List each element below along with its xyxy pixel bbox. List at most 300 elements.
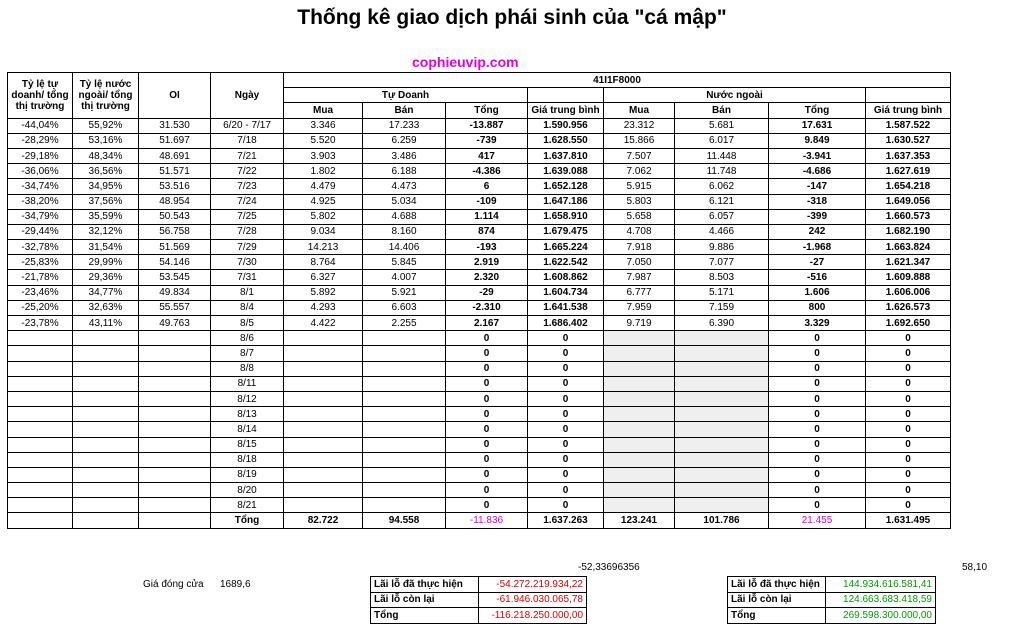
pnl-value: 144.934.616.581,41: [826, 577, 936, 593]
self-sell-cell: 6.603: [363, 300, 446, 315]
foreign-avg-price-cell: 1.682.190: [866, 224, 951, 239]
foreign-avg-price-cell: 0: [866, 391, 951, 406]
foreign-sell-cell: 6.121: [675, 194, 769, 209]
foreign-total-cell: -4.686: [769, 164, 866, 179]
table-row: [8, 209, 951, 224]
empty-cell: [73, 452, 139, 467]
oi-cell: 31.530: [139, 118, 211, 133]
empty-cell: [284, 483, 363, 498]
self-avg-price-cell: 1.665.224: [528, 240, 604, 255]
date-cell: 8/4: [211, 300, 284, 315]
empty-cell: [363, 422, 446, 437]
self-total-cell: 0: [446, 361, 528, 376]
foreign-total-cell: -3.941: [769, 148, 866, 163]
oi-cell: 56.758: [139, 224, 211, 239]
self-total-cell: -109: [446, 194, 528, 209]
foreign-ratio-cell: 48,34%: [73, 148, 139, 163]
empty-cell: [675, 452, 769, 467]
site-watermark[interactable]: cophieuvip.com: [412, 54, 519, 70]
foreign-buy-cell: 5.803: [604, 194, 675, 209]
self-buy-cell: 4.293: [284, 300, 363, 315]
empty-cell: [284, 422, 363, 437]
self-avg-price-cell: 1.652.128: [528, 179, 604, 194]
foreign-avg-price-cell: 0: [866, 498, 951, 513]
empty-cell: [284, 361, 363, 376]
oi-cell: 48.691: [139, 148, 211, 163]
oi-cell: 53.516: [139, 179, 211, 194]
table-row: [8, 452, 951, 467]
self-avg-price-cell: 1.604.734: [528, 285, 604, 300]
self-trading-ratio-cell: -25,83%: [8, 255, 73, 270]
pnl-row: [371, 592, 587, 608]
self-buy-cell: 9.034: [284, 224, 363, 239]
table-row: [8, 118, 951, 133]
table-row: [8, 316, 951, 331]
empty-cell: [73, 391, 139, 406]
empty-cell: [139, 391, 211, 406]
header-blank: [528, 88, 604, 103]
table-row: [8, 498, 951, 513]
foreign-ratio-cell: 43,11%: [73, 316, 139, 331]
pnl-row: [371, 608, 587, 624]
empty-cell: [363, 331, 446, 346]
pnl-value: 269.598.300.000,00: [826, 608, 936, 624]
header-date: Ngày: [211, 73, 284, 119]
header-self-trading-ratio: Tỷ lệ tự doanh/ tổng thị trường: [8, 73, 73, 119]
self-sell-cell: 4.007: [363, 270, 446, 285]
self-trading-ratio-cell: -23,46%: [8, 285, 73, 300]
foreign-total-cell: 1.606: [769, 285, 866, 300]
pnl-value: -54.272.219.934,22: [479, 577, 587, 593]
empty-cell: [363, 361, 446, 376]
header-total: Tổng: [446, 103, 528, 118]
pnl-row: [728, 608, 936, 624]
self-buy-cell: 4.479: [284, 179, 363, 194]
self-total-cell: 0: [446, 452, 528, 467]
total-label: Tổng: [211, 513, 284, 528]
foreign-pnl-table: [727, 576, 936, 624]
self-sell-cell: 8.160: [363, 224, 446, 239]
oi-cell: 51.697: [139, 133, 211, 148]
foreign-sell-cell: 11.448: [675, 148, 769, 163]
self-trading-ratio-cell: -21,78%: [8, 270, 73, 285]
foreign-sell-cell: 5.681: [675, 118, 769, 133]
foreign-sell-cell: 8.503: [675, 270, 769, 285]
self-avg-price-cell: 0: [528, 361, 604, 376]
empty-cell: [604, 376, 675, 391]
empty-cell: [675, 407, 769, 422]
table-row: [8, 483, 951, 498]
empty-cell: [363, 483, 446, 498]
self-trading-ratio-cell: -44,04%: [8, 118, 73, 133]
oi-cell: 51.569: [139, 240, 211, 255]
foreign-avg-price-cell: 1.627.619: [866, 164, 951, 179]
table-row: [8, 300, 951, 315]
empty-cell: [363, 498, 446, 513]
self-total-cell: -2.310: [446, 300, 528, 315]
empty-cell: [284, 346, 363, 361]
self-avg-price-cell: 1.637.810: [528, 148, 604, 163]
date-cell: 8/11: [211, 376, 284, 391]
table-row: [8, 467, 951, 482]
foreign-avg-price-cell: 1.587.522: [866, 118, 951, 133]
self-total-cell: 0: [446, 391, 528, 406]
self-trading-ratio-cell: -36,06%: [8, 164, 73, 179]
self-avg-price-cell: 1.641.538: [528, 300, 604, 315]
oi-cell: 51.571: [139, 164, 211, 179]
header-foreign: Nước ngoài: [604, 88, 866, 103]
foreign-avg-price-cell: 1.649.056: [866, 194, 951, 209]
header-sell: Bán: [675, 103, 769, 118]
empty-cell: [604, 467, 675, 482]
self-avg-price-cell: 0: [528, 467, 604, 482]
header-blank: [866, 88, 951, 103]
foreign-total-cell: 0: [769, 391, 866, 406]
self-avg-price-cell: 0: [528, 483, 604, 498]
foreign-total-cell: 0: [769, 452, 866, 467]
empty-cell: [284, 498, 363, 513]
self-trading-ratio-cell: -38,20%: [8, 194, 73, 209]
self-avg-price-cell: 1.679.475: [528, 224, 604, 239]
pnl-value: 124.663.683.418,59: [826, 592, 936, 608]
date-cell: 7/22: [211, 164, 284, 179]
foreign-sell-cell: 6.057: [675, 209, 769, 224]
empty-cell: [139, 346, 211, 361]
table-row: [8, 346, 951, 361]
foreign-avg-price-cell: 1.692.650: [866, 316, 951, 331]
foreign-avg-price-cell: 1.621.347: [866, 255, 951, 270]
empty-cell: [139, 376, 211, 391]
self-total-cell: 2.919: [446, 255, 528, 270]
self-trading-pnl-table: [370, 576, 587, 624]
self-total-cell: 0: [446, 498, 528, 513]
pnl-label: Lãi lỗ còn lại: [371, 592, 479, 608]
table-row: [8, 422, 951, 437]
oi-cell: 55.557: [139, 300, 211, 315]
header-foreign-ratio: Tỷ lệ nước ngoài/ tổng thị trường: [73, 73, 139, 119]
empty-cell: [675, 391, 769, 406]
self-sell-cell: 6.188: [363, 164, 446, 179]
self-avg-price-cell: 1.686.402: [528, 316, 604, 331]
foreign-ratio-cell: 53,16%: [73, 133, 139, 148]
empty-cell: [73, 437, 139, 452]
foreign-buy-cell: 7.918: [604, 240, 675, 255]
date-cell: 8/14: [211, 422, 284, 437]
closing-price-label: Giá đóng cửa: [143, 579, 204, 590]
pnl-row: [728, 592, 936, 608]
empty-cell: [675, 376, 769, 391]
empty-cell: [139, 513, 211, 528]
foreign-avg-price-cell: 0: [866, 407, 951, 422]
foreign-buy-cell: 9.719: [604, 316, 675, 331]
foreign-ratio-cell: 29,36%: [73, 270, 139, 285]
self-total-cell: -29: [446, 285, 528, 300]
foreign-avg-price-cell: 0: [866, 452, 951, 467]
oi-cell: 49.763: [139, 316, 211, 331]
empty-cell: [604, 407, 675, 422]
self-buy-cell: 3.346: [284, 118, 363, 133]
self-avg-price-cell: 1.590.956: [528, 118, 604, 133]
empty-cell: [73, 483, 139, 498]
empty-cell: [284, 467, 363, 482]
foreign-avg-price-cell: 0: [866, 376, 951, 391]
foreign-buy-cell: 15.866: [604, 133, 675, 148]
foreign-sell-cell: 7.077: [675, 255, 769, 270]
foreign-ratio-cell: 29,99%: [73, 255, 139, 270]
foreign-total-cell: -516: [769, 270, 866, 285]
empty-cell: [604, 437, 675, 452]
self-avg-price-cell: 0: [528, 376, 604, 391]
self-buy-cell: 6.327: [284, 270, 363, 285]
empty-cell: [139, 422, 211, 437]
empty-cell: [363, 452, 446, 467]
header-oi: OI: [139, 73, 211, 119]
foreign-avg-price-cell: 0: [866, 361, 951, 376]
self-total-cell: -193: [446, 240, 528, 255]
foreign-ratio-cell: 34,95%: [73, 179, 139, 194]
table-row: [8, 285, 951, 300]
foreign-total-cell: -1.968: [769, 240, 866, 255]
foreign-total-cell: 242: [769, 224, 866, 239]
foreign-total-cell: 0: [769, 376, 866, 391]
empty-cell: [8, 346, 73, 361]
self-sell-cell: 6.259: [363, 133, 446, 148]
empty-cell: [675, 422, 769, 437]
foreign-pnl-ratio: 58,10: [962, 562, 988, 573]
foreign-buy-cell: 7.987: [604, 270, 675, 285]
empty-cell: [8, 376, 73, 391]
foreign-avg-price-cell: 1.626.573: [866, 300, 951, 315]
self-total-cell: 0: [446, 467, 528, 482]
foreign-buy-total: 123.241: [604, 513, 675, 528]
empty-cell: [8, 483, 73, 498]
empty-cell: [284, 391, 363, 406]
self-buy-cell: 3.903: [284, 148, 363, 163]
foreign-avg-price-cell: 0: [866, 422, 951, 437]
foreign-total-cell: 0: [769, 331, 866, 346]
header-sell: Bán: [363, 103, 446, 118]
oi-cell: 49.834: [139, 285, 211, 300]
date-cell: 7/24: [211, 194, 284, 209]
self-avg-price-cell: 1.639.088: [528, 164, 604, 179]
self-total-cell: -4.386: [446, 164, 528, 179]
empty-cell: [284, 452, 363, 467]
empty-cell: [73, 513, 139, 528]
header-buy: Mua: [284, 103, 363, 118]
self-total-cell: 1.114: [446, 209, 528, 224]
self-buy-cell: 8.764: [284, 255, 363, 270]
foreign-avg-price-cell: 0: [866, 467, 951, 482]
foreign-total-cell: 3.329: [769, 316, 866, 331]
derivatives-table: [7, 72, 951, 529]
empty-cell: [604, 346, 675, 361]
self-avg-price-cell: 1.658.910: [528, 209, 604, 224]
self-total-cell: 6: [446, 179, 528, 194]
foreign-sell-cell: 6.017: [675, 133, 769, 148]
total-row: [8, 513, 951, 528]
foreign-total-cell: 0: [769, 437, 866, 452]
empty-cell: [675, 498, 769, 513]
self-trading-ratio-cell: -32,78%: [8, 240, 73, 255]
foreign-ratio-cell: 32,63%: [73, 300, 139, 315]
header-total: Tổng: [769, 103, 866, 118]
self-buy-cell: 14.213: [284, 240, 363, 255]
table-row: [8, 361, 951, 376]
empty-cell: [675, 346, 769, 361]
self-total-cell: 0: [446, 483, 528, 498]
self-sell-cell: 4.473: [363, 179, 446, 194]
empty-cell: [675, 361, 769, 376]
foreign-ratio-cell: 31,54%: [73, 240, 139, 255]
self-avg-price-cell: 0: [528, 498, 604, 513]
self-total-cell: -739: [446, 133, 528, 148]
table-row: [8, 179, 951, 194]
self-buy-cell: 5.520: [284, 133, 363, 148]
self-total-cell: 0: [446, 437, 528, 452]
self-avg-price-cell: 1.647.186: [528, 194, 604, 209]
foreign-sell-cell: 7.159: [675, 300, 769, 315]
pnl-label: Tổng: [371, 608, 479, 624]
self-sell-cell: 5.845: [363, 255, 446, 270]
date-cell: 8/8: [211, 361, 284, 376]
foreign-total-cell: 800: [769, 300, 866, 315]
empty-cell: [139, 483, 211, 498]
foreign-total-sum: 21.455: [769, 513, 866, 528]
foreign-avg-price-cell: 0: [866, 346, 951, 361]
self-total-cell: 0: [446, 376, 528, 391]
empty-cell: [604, 331, 675, 346]
empty-cell: [8, 422, 73, 437]
table-row: [8, 407, 951, 422]
empty-cell: [73, 376, 139, 391]
self-buy-cell: 4.422: [284, 316, 363, 331]
header-self-trading: Tự Doanh: [284, 88, 528, 103]
date-cell: 7/23: [211, 179, 284, 194]
empty-cell: [139, 407, 211, 422]
table-row: [8, 133, 951, 148]
self-sell-cell: 2.255: [363, 316, 446, 331]
self-total-cell: -13.887: [446, 118, 528, 133]
self-avg-price-cell: 0: [528, 452, 604, 467]
empty-cell: [139, 452, 211, 467]
empty-cell: [8, 437, 73, 452]
foreign-ratio-cell: 55,92%: [73, 118, 139, 133]
foreign-avg-price-cell: 1.663.824: [866, 240, 951, 255]
table-row: [8, 270, 951, 285]
empty-cell: [604, 498, 675, 513]
foreign-total-cell: -318: [769, 194, 866, 209]
foreign-avg-price-cell: 1.609.888: [866, 270, 951, 285]
empty-cell: [139, 437, 211, 452]
pnl-value: -116.218.250.000,00: [479, 608, 587, 624]
empty-cell: [363, 407, 446, 422]
foreign-avg-price-cell: 1.637.353: [866, 148, 951, 163]
self-avg-price-cell: 0: [528, 346, 604, 361]
date-cell: 8/6: [211, 331, 284, 346]
self-buy-total: 82.722: [284, 513, 363, 528]
self-buy-cell: 5.892: [284, 285, 363, 300]
header-contract: 41I1F8000: [284, 73, 951, 88]
date-cell: 7/25: [211, 209, 284, 224]
foreign-avg-price-cell: 1.606.006: [866, 285, 951, 300]
empty-cell: [8, 467, 73, 482]
foreign-total-cell: 0: [769, 361, 866, 376]
table-row: [8, 331, 951, 346]
self-avg-price-cell: 0: [528, 407, 604, 422]
self-avg-price-cell: 0: [528, 391, 604, 406]
empty-cell: [675, 467, 769, 482]
foreign-total-cell: 0: [769, 498, 866, 513]
foreign-buy-cell: 4.708: [604, 224, 675, 239]
table-row: [8, 164, 951, 179]
empty-cell: [604, 361, 675, 376]
date-cell: 8/13: [211, 407, 284, 422]
date-cell: 8/12: [211, 391, 284, 406]
foreign-ratio-cell: 35,59%: [73, 209, 139, 224]
empty-cell: [73, 467, 139, 482]
self-avg-price-total: 1.637.263: [528, 513, 604, 528]
empty-cell: [604, 483, 675, 498]
empty-cell: [73, 331, 139, 346]
empty-cell: [73, 498, 139, 513]
empty-cell: [363, 391, 446, 406]
self-avg-price-cell: 0: [528, 331, 604, 346]
foreign-avg-price-cell: 1.660.573: [866, 209, 951, 224]
table-row: [8, 148, 951, 163]
foreign-buy-cell: 6.777: [604, 285, 675, 300]
empty-cell: [675, 437, 769, 452]
empty-cell: [284, 437, 363, 452]
table-row: [8, 391, 951, 406]
date-cell: 8/7: [211, 346, 284, 361]
date-cell: 6/20 - 7/17: [211, 118, 284, 133]
foreign-sell-cell: 6.062: [675, 179, 769, 194]
foreign-avg-price-cell: 0: [866, 483, 951, 498]
pnl-row: [728, 577, 936, 593]
table-row: [8, 255, 951, 270]
self-total-cell: 874: [446, 224, 528, 239]
self-trading-ratio-cell: -34,79%: [8, 209, 73, 224]
self-total-cell: 0: [446, 422, 528, 437]
foreign-buy-cell: 7.050: [604, 255, 675, 270]
self-avg-price-cell: 1.628.550: [528, 133, 604, 148]
empty-cell: [604, 452, 675, 467]
self-total-cell: 0: [446, 407, 528, 422]
empty-cell: [73, 407, 139, 422]
self-avg-price-cell: 0: [528, 437, 604, 452]
empty-cell: [284, 331, 363, 346]
empty-cell: [604, 391, 675, 406]
self-total-cell: 2.167: [446, 316, 528, 331]
empty-cell: [139, 498, 211, 513]
empty-cell: [139, 331, 211, 346]
foreign-total-cell: 0: [769, 483, 866, 498]
self-sell-cell: 14.406: [363, 240, 446, 255]
closing-price-value: 1689,6: [220, 579, 251, 590]
empty-cell: [73, 346, 139, 361]
self-total-cell: 2.320: [446, 270, 528, 285]
foreign-buy-cell: 7.507: [604, 148, 675, 163]
foreign-avg-price-cell: 0: [866, 331, 951, 346]
pnl-label: Lãi lỗ đã thực hiện: [371, 577, 479, 593]
table-row: [8, 194, 951, 209]
pnl-row: [371, 577, 587, 593]
foreign-buy-cell: 5.915: [604, 179, 675, 194]
empty-cell: [8, 452, 73, 467]
self-trading-ratio-cell: -28,29%: [8, 133, 73, 148]
foreign-sell-cell: 4.466: [675, 224, 769, 239]
empty-cell: [139, 467, 211, 482]
